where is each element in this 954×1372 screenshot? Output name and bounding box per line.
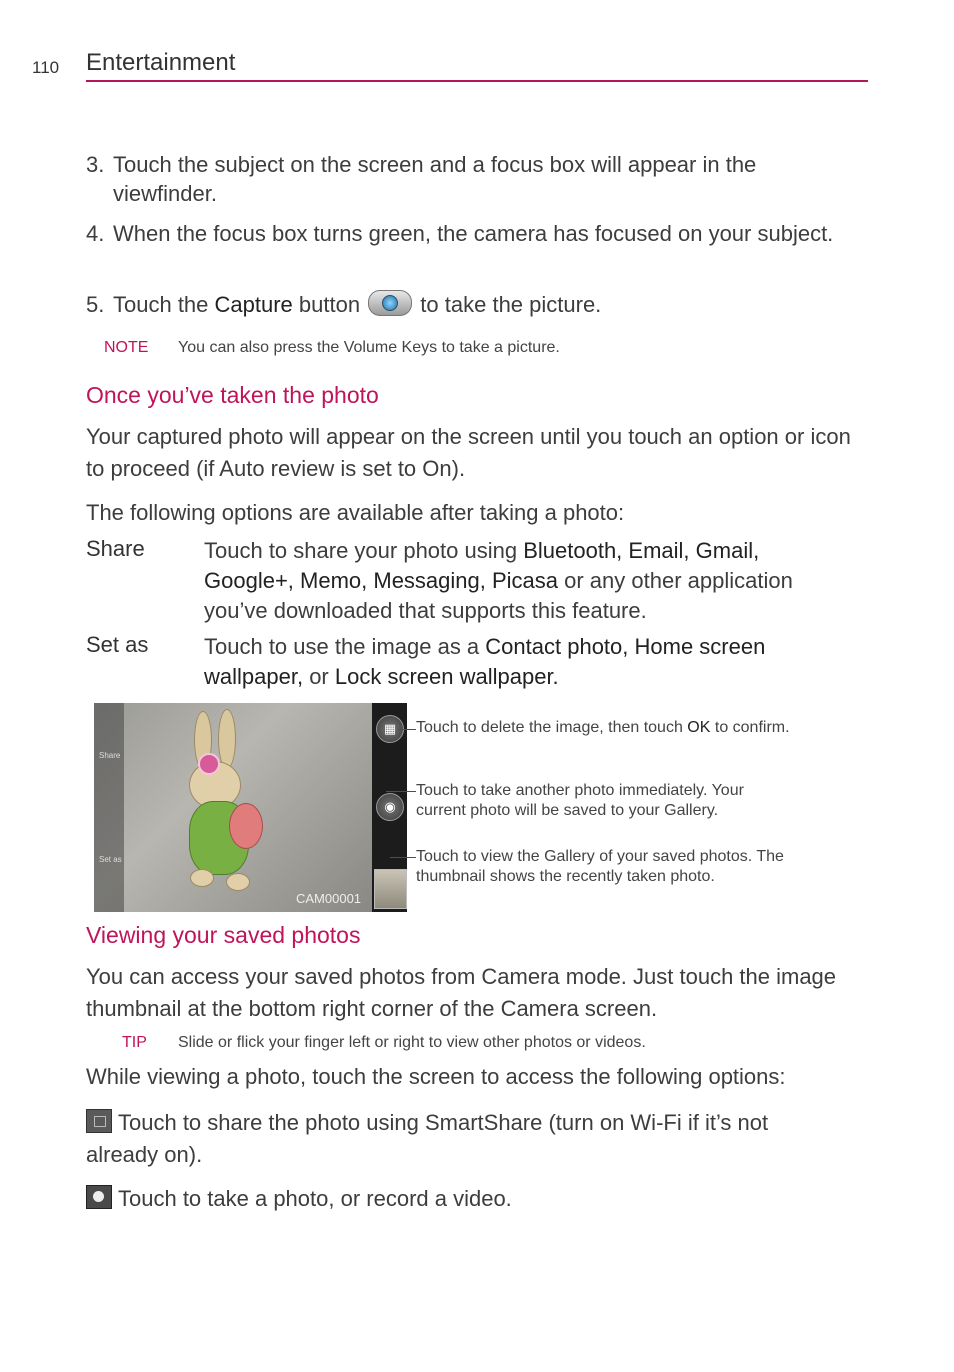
step-text-post: to take the picture. [414,292,602,317]
tip-label: TIP [122,1034,147,1051]
file-name-label: CAM00001 [296,891,362,906]
step-4 [86,219,846,248]
review-sidebar [94,703,124,912]
header-rule [86,80,868,82]
callout-delete-pre: Touch to delete the image, then touch [416,719,688,736]
capture-icon [368,290,412,316]
heading-once-taken: Once you’ve taken the photo [86,382,379,408]
camera-icon[interactable]: ◉ [376,793,404,821]
step-number: 3. [86,152,105,177]
captured-photo [94,703,372,912]
callout-line-gallery [390,857,416,858]
setas-lock: Lock screen wallpaper. [334,664,559,689]
gallery-thumbnail[interactable] [374,869,407,909]
paragraph-options: The following options are available after taking a photo: [86,500,625,525]
step-3 [86,150,846,208]
paragraph-captured: Your captured photo will appear on the screen until you touch an option or icon to proceed (if Auto review is set to On). [86,424,851,481]
delete-icon[interactable]: ▦ [376,715,404,743]
callout-delete-post: to confirm. [710,719,790,736]
flower-decoration [198,753,220,775]
term-set-as: Set as [86,632,149,657]
step-text: Touch the subject on the screen and a focus box will appear in the viewfinder. [113,152,757,206]
step-text [113,290,846,319]
easter-egg [229,803,263,849]
option-camera [86,1184,826,1214]
step-text-pre: Touch the [113,292,215,317]
callout-delete [416,718,796,738]
step-text: When the focus box turns green, the camera has focused on your subject. [113,221,834,246]
option-smartshare-text: Touch to share the photo using SmartShare (turn on Wi-Fi if it’s not already on). [86,1110,769,1167]
tip-text: Slide or flick your finger left or right to view other photos or videos. [178,1034,646,1051]
camera-mode-icon [86,1185,112,1209]
sidebar-set-as[interactable]: Set as [99,855,122,864]
note-label: NOTE [104,339,149,356]
smartshare-icon [86,1109,112,1133]
section-title: Entertainment [86,49,236,76]
step-5 [86,290,846,319]
share-pre: Touch to share your photo using [204,538,524,563]
callout-another-photo: Touch to take another photo immediately. Your current photo will be saved to your Gallery. [416,782,744,819]
sidebar-share[interactable]: Share [99,751,121,760]
camera-review-screenshot [94,703,407,912]
callout-line-delete [398,729,416,730]
step-text-mid: button [292,292,367,317]
setas-mid: or [303,664,335,689]
callout-gallery: Touch to view the Gallery of your saved photos. The thumbnail shows the recently taken photo. [416,848,784,885]
option-camera-text: Touch to take a photo, or record a video. [118,1186,512,1211]
page-number: 110 [32,58,60,77]
ok-term: OK [687,719,711,736]
capture-term: Capture [214,292,293,317]
setas-pre: Touch to use the image as a [204,634,486,659]
step-number: 4. [86,221,105,246]
term-share: Share [86,536,145,561]
definition-set-as [204,632,854,692]
setas-options: Contact photo, Home screen wallpaper, [204,634,766,689]
option-smartshare [86,1107,826,1171]
note-text: You can also press the Volume Keys to take a picture. [178,339,560,356]
share-post: or any other application you’ve downloaded that supports this feature. [204,568,793,623]
callout-line-camera [386,791,416,792]
share-apps: Bluetooth, Email, Gmail, Google+, Memo, Messaging, Picasa [204,538,760,593]
paragraph-access-photos: You can access your saved photos from Camera mode. Just touch the image thumbnail at the bottom right corner of the Camera screen. [86,964,837,1021]
heading-viewing-photos: Viewing your saved photos [86,922,361,948]
review-right-bar [372,703,407,912]
definition-share [204,536,854,626]
paragraph-viewing-options: While viewing a photo, touch the screen to access the following options: [86,1064,786,1089]
step-number: 5. [86,292,105,317]
